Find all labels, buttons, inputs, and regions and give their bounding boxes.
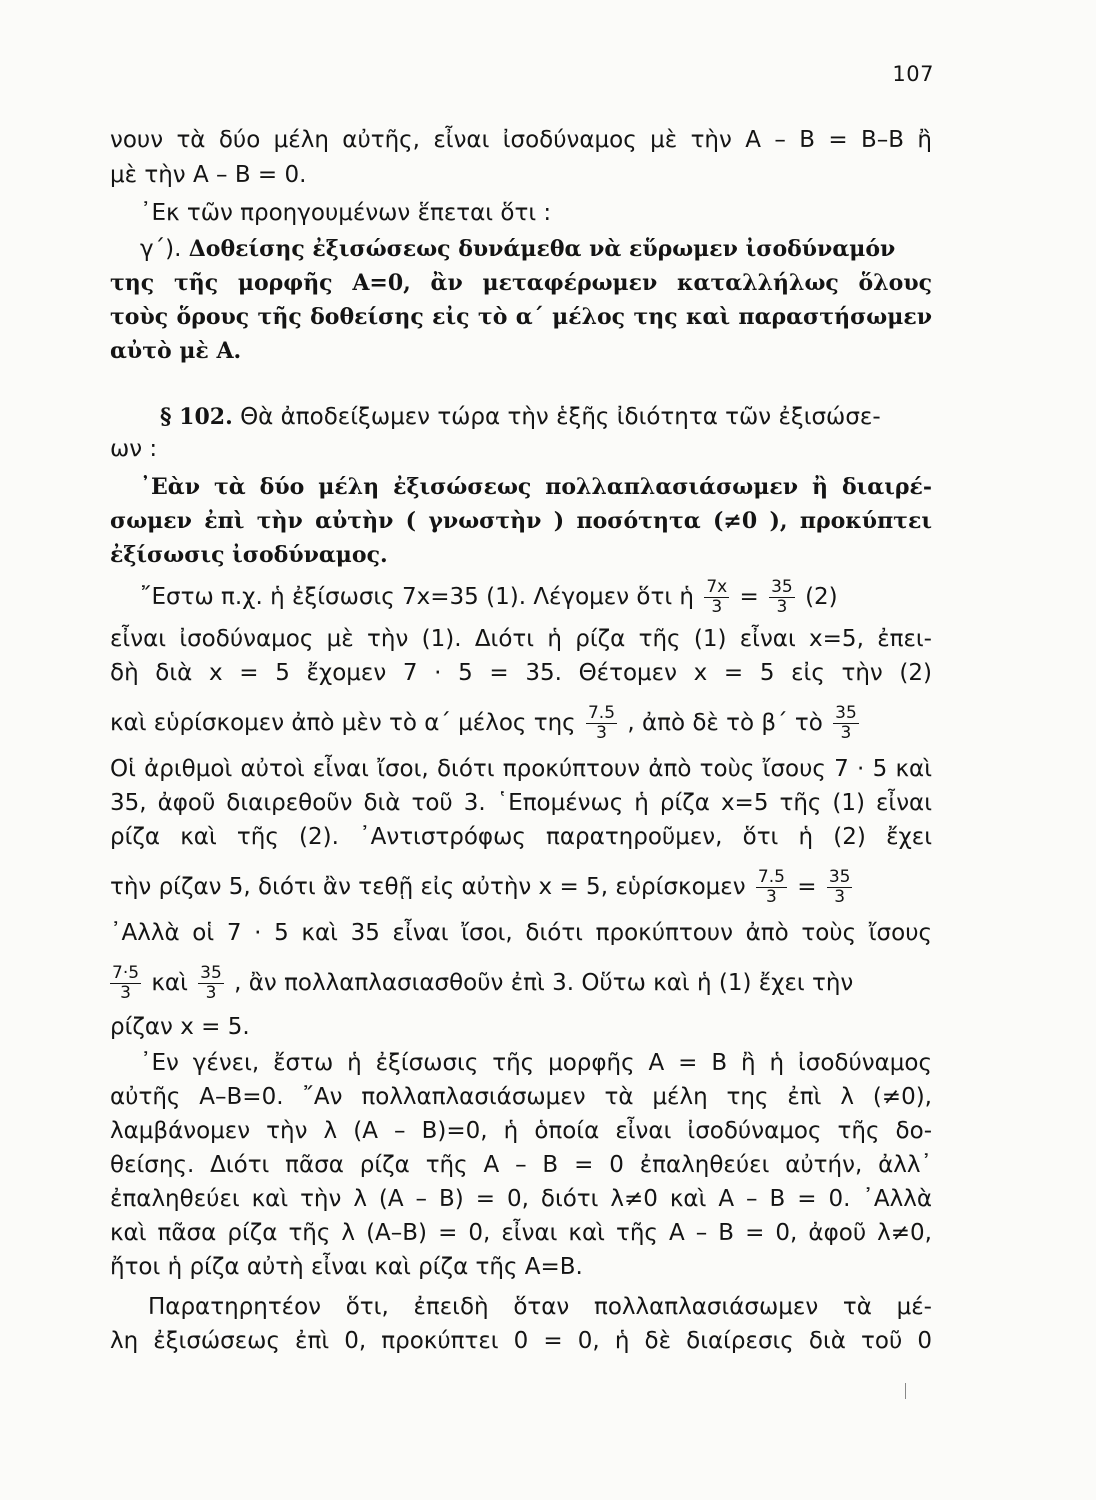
text-line-2: μὲ τὴν Α – Β = 0. [110, 162, 307, 188]
text-line-26: λαμβάνομεν τὴν λ (Α – Β)=0, ἡ ὁποία εἶναι ἰσοδύναμος τῆς δο- [110, 1118, 932, 1144]
rule-statement-line-1 [140, 234, 932, 264]
fraction-7x-over-3: $\frac{7x}{3}$ [706, 577, 728, 617]
fraction-7.5-over-3: $\frac{7.5}{3}$ [587, 703, 616, 743]
text-line-3: ᾿Εκ τῶν προηγουμένων ἕπεται ὅτι : [140, 200, 552, 226]
text-line-30: ἤτοι ἡ ρίζα αὐτὴ εἶναι καὶ ρίζα τῆς Α=Β. [110, 1254, 583, 1280]
text-line-20 [110, 868, 932, 907]
example-text: ῎Εστω π.χ. ἡ ἐξίσωσις 7x=35 (1). Λέγομεν ὅτι ἡ [140, 584, 694, 610]
text-line-19: ρίζα καὶ τῆς (2). ᾿Αντιστρόφως παρατηροῦμεν, ὅτι ἡ (2) ἔχει [110, 824, 932, 850]
section-intro-text: Θὰ ἀποδείξωμεν τώρα τὴν ἑξῆς ἰδιότητα τῶν ἐξισώσε- [240, 404, 881, 430]
text-line-29: καὶ πᾶσα ρίζα τῆς λ (Α–Β) = 0, εἶναι καὶ τῆς Α – Β = 0, ἀφοῦ λ≠0, [110, 1220, 932, 1246]
rule-statement-line-4: αὐτὸ μὲ Α. [110, 338, 242, 364]
rule-statement-line-3: τοὺς ὅρους τῆς δοθείσης εἰς τὸ α΄ μέλος της καὶ παραστήσωμεν [110, 304, 932, 330]
theorem-line-1: ᾿Εὰν τὰ δύο μέλη ἐξισώσεως πολλαπλασιάσωμεν ἢ διαιρέ- [140, 474, 932, 500]
text-line-27: θείσης. Διότι πᾶσα ρίζα τῆς Α – Β = 0 ἐπαληθεύει αὐτήν, ἀλλ᾿ [110, 1152, 932, 1178]
rule-statement-line-2: της τῆς μορφῆς Α=0, ἂν μεταφέρωμεν καταλλήλως ὅλους [110, 270, 932, 296]
text-line-21: ᾿Αλλὰ οἱ 7 · 5 καὶ 35 εἶναι ἴσοι, διότι προκύπτουν ἀπὸ τοὺς ἴσους [110, 920, 932, 946]
text-line-22 [110, 964, 932, 1003]
text-segment: τὴν ρίζαν 5, διότι ἂν τεθῇ εἰς αὐτὴν x = 5, εὑρίσκομεν [110, 874, 746, 900]
text-line-32: λη ἐξισώσεως ἐπὶ 0, προκύπτει 0 = 0, ἡ δὲ διαίρεσις διὰ τοῦ 0 [110, 1328, 932, 1354]
fraction-7.5-over-3: $\frac{7.5}{3}$ [757, 867, 785, 907]
text-segment: , ἀπὸ δὲ τὸ β΄ τὸ [627, 710, 823, 736]
text-segment: καὶ [151, 970, 188, 996]
fraction-7x5-over-3: $\frac{7\cdot 5}{3}$ [112, 963, 140, 1003]
example-line-1 [140, 578, 932, 617]
text-line-17: Οἱ ἀριθμοὶ αὐτοὶ εἶναι ἴσοι, διότι προκύπτουν ἀπὸ τοὺς ἴσους 7 · 5 καὶ [110, 756, 932, 782]
rule-bold-text: Δοθείσης ἐξισώσεως δυνάμεθα νὰ εὕρωμεν ἰσοδύναμόν [188, 236, 896, 262]
margin-mark [905, 1383, 906, 1399]
text-line-25: αὐτῆς Α–Β=0. ῎Αν πολλαπλασιάσωμεν τὰ μέλη της ἐπὶ λ (≠0), [110, 1084, 932, 1110]
page-number: 107 [892, 62, 934, 86]
text-line-14: εἶναι ἰσοδύναμος μὲ τὴν (1). Διότι ἡ ρίζα τῆς (1) εἶναι x=5, ἐπει- [110, 626, 932, 652]
equation-label: (2) [805, 584, 838, 610]
equals-sign: = [797, 874, 817, 900]
text-line-15: δὴ διὰ x = 5 ἔχομεν 7 · 5 = 35. Θέτομεν x = 5 εἰς τὴν (2) [110, 660, 932, 686]
fraction-35-over-3: $\frac{35}{3}$ [200, 963, 222, 1003]
theorem-line-2: σωμεν ἐπὶ τὴν αὐτὴν ( γνωστὴν ) ποσότητα (≠0 ), προκύπτει [110, 508, 932, 534]
equals-sign: = [739, 584, 759, 610]
fraction-35-over-3: $\frac{35}{3}$ [835, 703, 857, 743]
fraction-35-over-3: $\frac{35}{3}$ [771, 577, 793, 617]
theorem-line-3: ἐξίσωσις ἰσοδύναμος. [110, 542, 388, 568]
rule-label: γ΄). [140, 236, 182, 262]
section-number: § 102. [160, 404, 233, 430]
text-line-28: ἐπαληθεύει καὶ τὴν λ (Α – Β) = 0, διότι λ≠0 καὶ Α – Β = 0. ᾿Αλλὰ [110, 1186, 932, 1212]
text-line-9: ων : [110, 436, 158, 462]
text-line-31: Παρατηρητέον ὅτι, ἐπειδὴ ὅταν πολλαπλασιάσωμεν τὰ μέ- [148, 1294, 932, 1320]
text-segment: καὶ εὑρίσκομεν ἀπὸ μὲν τὸ α΄ μέλος της [110, 710, 576, 736]
text-line-18: 35, ἀφοῦ διαιρεθοῦν διὰ τοῦ 3. ῾Επομένως ἡ ρίζα x=5 τῆς (1) εἶναι [110, 790, 932, 816]
text-line-23: ρίζαν x = 5. [110, 1014, 250, 1040]
text-line-24: ᾿Εν γένει, ἔστω ἡ ἐξίσωσις τῆς μορφῆς Α = Β ἢ ἡ ἰσοδύναμος [140, 1050, 932, 1076]
text-segment: , ἂν πολλαπλασιασθοῦν ἐπὶ 3. Οὕτω καὶ ἡ (1) ἔχει τὴν [234, 970, 854, 996]
text-line-16 [110, 704, 932, 743]
fraction-35-over-3: $\frac{35}{3}$ [828, 867, 851, 907]
text-line-1: νουν τὰ δύο μέλη αὐτῆς, εἶναι ἰσοδύναμος μὲ τὴν Α – Β = Β–Β ἢ [110, 127, 932, 153]
section-heading-line [160, 402, 932, 432]
